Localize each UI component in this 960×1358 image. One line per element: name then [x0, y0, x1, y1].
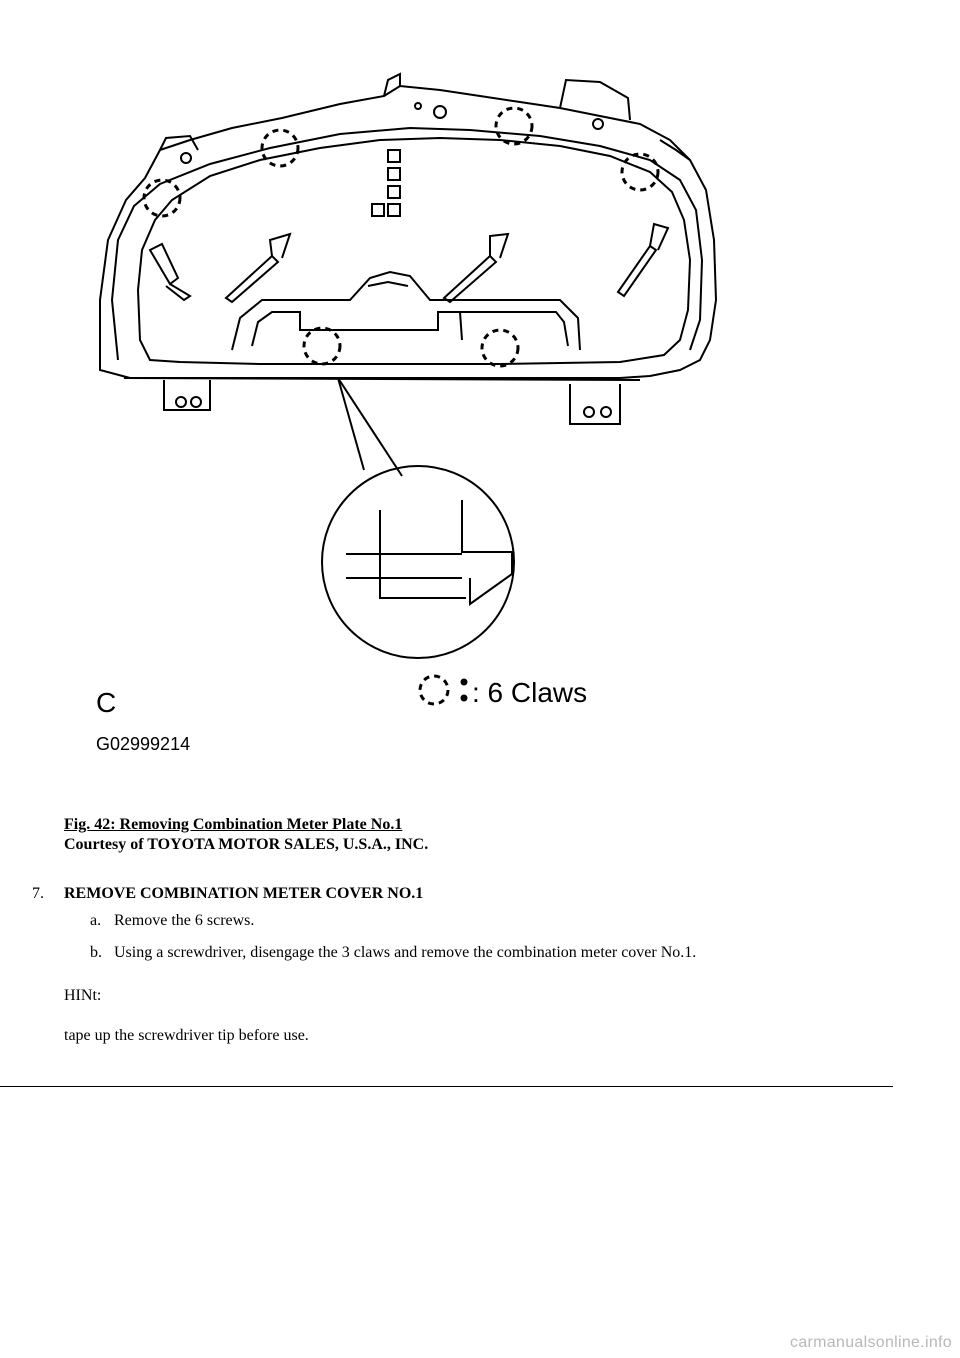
- bracket-right: [570, 384, 620, 424]
- substep-letter: a.: [90, 912, 102, 929]
- site-watermark: carmanualsonline.info: [790, 1334, 952, 1351]
- figure-caption: [64, 815, 428, 855]
- substep-item: [90, 911, 696, 931]
- indicator-lamps: [372, 150, 400, 216]
- detail-magnifier: [322, 466, 514, 658]
- step-title: REMOVE COMBINATION METER COVER NO.1: [64, 885, 424, 902]
- detail-claw-section: [346, 500, 512, 604]
- substep-item: [90, 943, 696, 963]
- substep-list: [90, 911, 696, 975]
- substep-text: Using a screwdriver, disengage the 3 claws and remove the combination meter cover No.1.: [114, 944, 697, 961]
- substep-text: Remove the 6 screws.: [114, 912, 255, 929]
- housing-outline: [100, 86, 716, 378]
- figure-courtesy: Courtesy of TOYOTA MOTOR SALES, U.S.A., INC.: [64, 836, 429, 853]
- section-divider: [0, 1086, 893, 1087]
- legend-label: : 6 Claws: [472, 677, 588, 708]
- hint-label: HINt:: [64, 987, 102, 1004]
- figure-title-link[interactable]: Fig. 42: Removing Combination Meter Plate No.1: [64, 816, 403, 833]
- figure-code: G02999214: [96, 734, 191, 754]
- claw-markers: [144, 108, 658, 366]
- step-number: 7.: [32, 885, 44, 902]
- hint-text: tape up the screwdriver tip before use.: [64, 1027, 309, 1044]
- bracket-left: [164, 380, 210, 410]
- legend-claw-symbol: [420, 676, 448, 704]
- procedure-step: [32, 884, 423, 904]
- gauge-needles: [150, 224, 668, 302]
- callout-letter: C: [96, 687, 117, 718]
- substep-letter: b.: [90, 944, 102, 961]
